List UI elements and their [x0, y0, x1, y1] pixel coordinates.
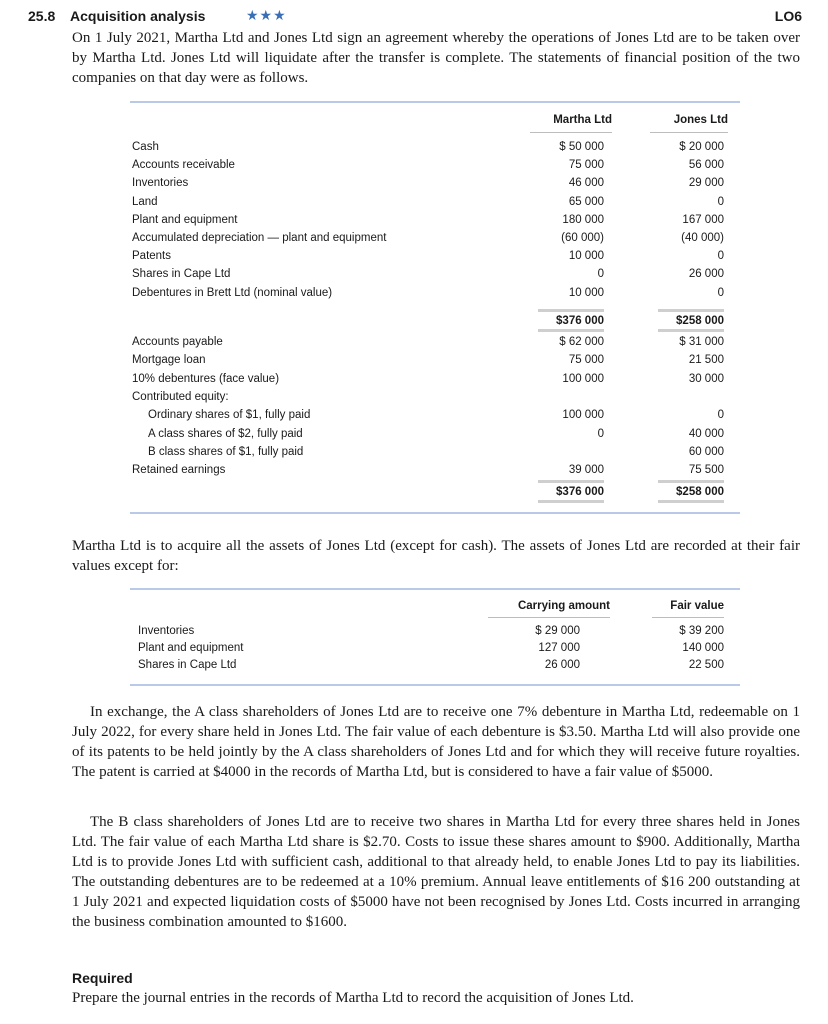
liab-subtotal-rule-jones — [658, 480, 724, 483]
liability-cell-jones: 75 500 — [688, 464, 724, 477]
liability-cell-jones: 0 — [717, 409, 724, 422]
asset-cell-jones: 29 000 — [688, 177, 724, 190]
liability-cell-martha: 75 000 — [568, 354, 604, 367]
asset-cell-martha: 0 — [597, 268, 604, 281]
asset-cell-jones: 0 — [717, 286, 724, 299]
table-top-rule — [130, 101, 740, 103]
asset-row-label: Shares in Cape Ltd — [132, 268, 231, 281]
assets-subtotal-rule-martha — [538, 309, 604, 312]
assets-total-martha: $376 000 — [556, 315, 604, 327]
liability-cell-martha: 39 000 — [568, 464, 604, 477]
fair-value-row-label: Plant and equipment — [138, 642, 244, 654]
paragraph-b-class: The B class shareholders of Jones Ltd are to receive two shares in Martha Ltd for every three shares held in Jones Ltd. The fair value of each Martha Ltd share is $2.70. Costs to issue these shares amount to $900. Additionally, Martha Ltd is to provide Jones Ltd with sufficient cash, additional to that already held, to enable Jones Ltd to pay its liabilities. The outstanding debentures are to be redeemed at a 10% premium. Annual leave entitlements of $16 200 outstanding at 1 July 2021 and expected liquidation costs of $5000 have not been recognised by Jones Ltd. Costs incurred in arranging the business combination amounted to $1600. — [72, 814, 800, 930]
difficulty-stars-icon: ★★★ — [246, 7, 287, 23]
asset-cell-martha: 10 000 — [568, 250, 604, 263]
asset-row-label: Land — [132, 195, 158, 208]
asset-cell-jones: $ 20 000 — [679, 141, 724, 153]
asset-row-label: Accumulated depreciation — plant and equipment — [132, 232, 387, 244]
learning-outcome-label: LO6 — [774, 8, 802, 24]
fair-value-cell-carrying: 127 000 — [538, 642, 580, 654]
fair-value-row-label: Inventories — [138, 625, 195, 637]
liability-cell-martha: 100 000 — [562, 372, 604, 385]
liability-cell-jones: 40 000 — [688, 427, 724, 440]
table-bottom-rule — [130, 512, 740, 514]
required-heading: Required — [72, 970, 133, 986]
column-header-jones: Jones Ltd — [673, 114, 728, 126]
fair-value-cell-fair: $ 39 200 — [679, 625, 724, 637]
column-header-fair-value: Fair value — [670, 600, 724, 612]
liability-row-label: Mortgage loan — [132, 354, 206, 367]
fair-value-intro: Martha Ltd is to acquire all the assets of Jones Ltd (except for cash). The assets of Jones Ltd are recorded at their fair values except for: — [72, 538, 800, 574]
liab-total-double-rule-jones — [658, 500, 724, 503]
column-header-carrying-amount: Carrying amount — [517, 600, 610, 612]
liabilities-total-jones: $258 000 — [676, 486, 724, 498]
asset-cell-jones: (40 000) — [681, 232, 724, 244]
assets-total-jones: $258 000 — [676, 315, 724, 327]
fv-header-underline-fair — [652, 617, 724, 618]
fv-header-underline-carrying — [488, 617, 610, 618]
liability-row-label: Accounts payable — [132, 336, 223, 348]
fair-value-row-label: Shares in Cape Ltd — [138, 659, 237, 671]
question-title: Acquisition analysis — [70, 8, 206, 24]
asset-cell-jones: 56 000 — [688, 159, 724, 172]
liability-cell-martha: 100 000 — [562, 409, 604, 422]
liability-row-label: Retained earnings — [132, 464, 226, 477]
asset-cell-jones: 0 — [717, 250, 724, 263]
liabilities-total-martha: $376 000 — [556, 486, 604, 498]
paragraph-a-class: In exchange, the A class shareholders of Jones Ltd are to receive one 7% debenture in Martha Ltd, redeemable on 1 July 2022, for every share held in Jones Ltd. The fair value of each debenture is $3.50. Martha Ltd will also provide one of its patents to be held jointly by the A class shareholders of Jones Ltd and for which they will receive future royalties. The patent is carried at $4000 in the records of Martha Ltd, but is considered to have a fair value of $5000. — [72, 704, 800, 780]
liability-cell-jones: 21 500 — [688, 354, 724, 367]
fv-table-top-rule — [130, 588, 740, 590]
liability-row-label: A class shares of $2, fully paid — [148, 427, 303, 440]
asset-cell-martha: 46 000 — [568, 177, 604, 190]
liability-cell-jones: 30 000 — [688, 372, 724, 385]
fair-value-cell-carrying: $ 29 000 — [535, 625, 580, 637]
liability-row-label: Ordinary shares of $1, fully paid — [148, 409, 311, 422]
asset-cell-martha: 65 000 — [568, 195, 604, 208]
asset-row-label: Accounts receivable — [132, 159, 235, 172]
asset-cell-martha: 10 000 — [568, 286, 604, 299]
asset-row-label: Plant and equipment — [132, 213, 238, 226]
question-number: 25.8 — [28, 8, 56, 24]
header-underline-martha — [530, 132, 612, 133]
asset-cell-martha: (60 000) — [561, 232, 604, 244]
asset-cell-jones: 26 000 — [688, 268, 724, 281]
asset-row-label: Cash — [132, 141, 159, 153]
asset-cell-martha: 180 000 — [562, 213, 604, 226]
required-text: Prepare the journal entries in the records of Martha Ltd to record the acquisition of Jones Ltd. — [72, 990, 634, 1006]
liability-cell-martha: $ 62 000 — [559, 336, 604, 348]
liab-total-double-rule-martha — [538, 500, 604, 503]
assets-subtotal-rule-jones — [658, 309, 724, 312]
assets-total-double-rule-jones — [658, 329, 724, 332]
column-header-martha: Martha Ltd — [553, 114, 612, 126]
liability-cell-jones: 60 000 — [688, 445, 724, 458]
asset-row-label: Debentures in Brett Ltd (nominal value) — [132, 286, 333, 299]
question-heading — [28, 8, 802, 28]
liability-cell-martha: 0 — [597, 427, 604, 440]
header-underline-jones — [650, 132, 728, 133]
liability-row-label: B class shares of $1, fully paid — [148, 445, 304, 458]
assets-total-double-rule-martha — [538, 329, 604, 332]
asset-cell-jones: 167 000 — [682, 213, 724, 226]
liability-row-label: Contributed equity: — [132, 390, 229, 403]
fair-value-cell-fair: 140 000 — [682, 642, 724, 654]
asset-row-label: Patents — [132, 250, 171, 263]
liability-cell-jones: $ 31 000 — [679, 336, 724, 348]
fair-value-cell-fair: 22 500 — [688, 659, 724, 671]
fair-value-cell-carrying: 26 000 — [544, 659, 580, 671]
liability-row-label: 10% debentures (face value) — [132, 372, 280, 385]
asset-row-label: Inventories — [132, 177, 189, 190]
asset-cell-martha: $ 50 000 — [559, 141, 604, 153]
intro-paragraph: On 1 July 2021, Martha Ltd and Jones Ltd sign an agreement whereby the operations of Jones Ltd are to be taken over by Martha Ltd. Jones Ltd will liquidate after the transfer is complete. The statements of financial position of the two companies on that day were as follows. — [72, 30, 800, 86]
asset-cell-martha: 75 000 — [568, 159, 604, 172]
liab-subtotal-rule-martha — [538, 480, 604, 483]
asset-cell-jones: 0 — [717, 195, 724, 208]
fv-table-bottom-rule — [130, 684, 740, 686]
